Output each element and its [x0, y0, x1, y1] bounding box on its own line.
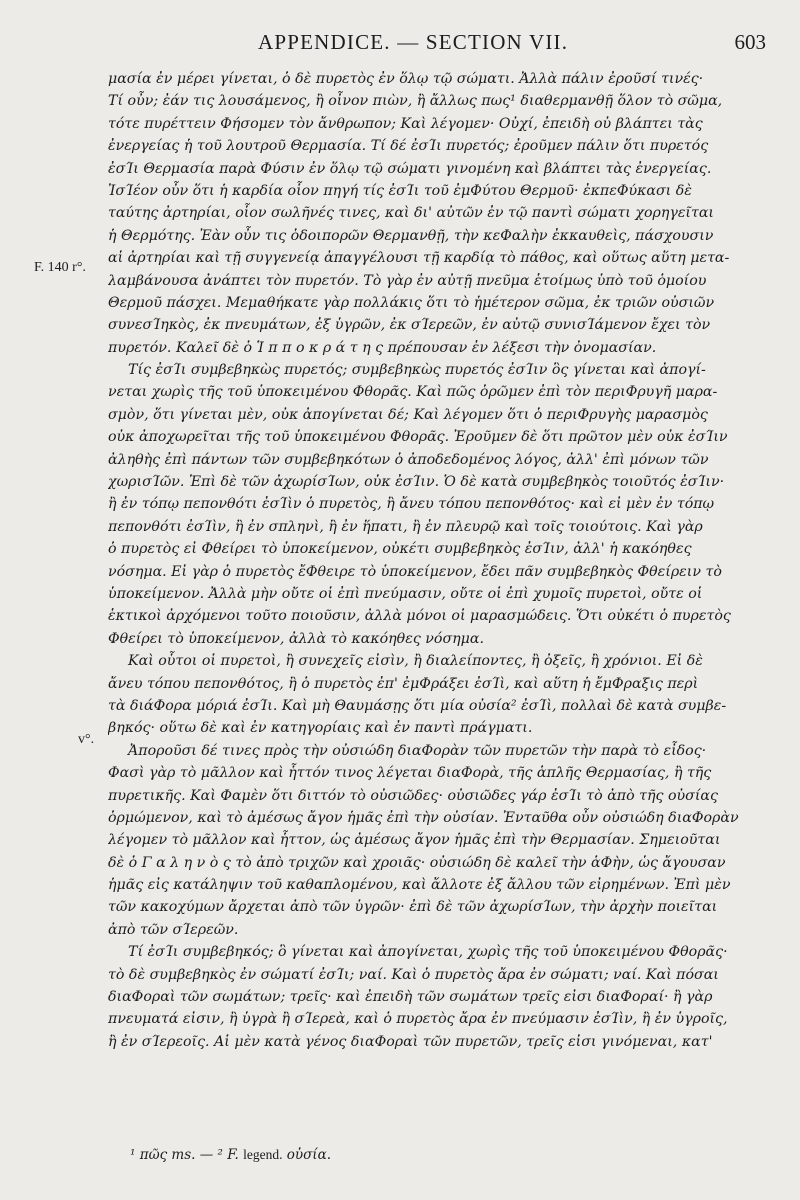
running-header — [108, 30, 770, 60]
footnote — [130, 1147, 331, 1163]
text-line: τότε πυρέττειν Φήσομεν τὸν ἄνθρωπον; Καὶ λέγομεν· Οὐχί, ἐπειδὴ οὐ βλάπτει τὰς — [108, 115, 703, 132]
text-line: αἱ ἀρτηρίαι καὶ τῇ συγγενείᾳ ἀπαγγέλουσι τῇ καρδίᾳ τὸ πάθος, καὶ οὕτως αὕτη μετα- — [108, 250, 730, 267]
text-line: Καὶ οὗτοι οἱ πυρετοὶ, ἢ συνεχεῖς εἰσὶν, ἢ διαλείποντες, ἢ ὀξεῖς, ἢ χρόνιοι. Εἰ δὲ — [128, 653, 703, 670]
footnote-part-1: ¹ πῶς ms. — ² F. — [130, 1147, 244, 1163]
text-line: τὰ διάΦορα μόριά ἐσΊι. Καὶ μὴ Θαυμάσῃς ὅτι μία οὐσία² ἐσΊὶ, πολλαὶ δὲ κατὰ συμβε- — [108, 697, 727, 714]
text-line: ἐνεργείας ἡ τοῦ λουτροῦ Θερμασία. Τί δέ ἐσΊι πυρετός; ἐροῦμεν πάλιν ὅτι πυρετός — [108, 138, 709, 155]
text-line: συνεσΊηκὸς, ἐκ πνευμάτων, ἐξ ὑγρῶν, ἐκ σΊερεῶν, ἐν αὐτῷ συνισΊάμενον ἔχει τὸν — [108, 317, 711, 334]
text-line: δὲ ὁ Γ α λ η ν ὸ ς τὸ ἀπὸ τριχῶν καὶ χροιᾶς· οὐσιώδη δὲ καλεῖ τὴν ἁΦὴν, ὡς ἄγουσαν — [108, 854, 726, 871]
text-line: ταύτης ἀρτηρίαι, οἷον σωλῆνές τινες, καὶ δι' αὐτῶν ἐν τῷ παντὶ σώματι χορηγεῖται — [108, 205, 714, 222]
text-line: ἑκτικοὶ ἀρχόμενοι τοῦτο ποιοῦσιν, ἀλλὰ μόνοι οἱ μαρασμώδεις. Ὅτι οὐκέτι ὁ πυρετὸς — [108, 608, 731, 625]
body-text — [108, 68, 766, 1053]
text-line: ὑποκείμενον. Ἀλλὰ μὴν οὔτε οἱ ἐπὶ πνεύμασιν, οὔτε οἱ ἐπὶ χυμοῖς πυρετοὶ, οὔτε οἱ — [108, 585, 703, 602]
text-line: τὸ δὲ συμβεβηκὸς ἐν σώματί ἐσΊι; ναί. Καὶ ὁ πυρετὸς ἄρα ἐν σώματι; ναί. Καὶ πόσαι — [108, 966, 719, 983]
footnote-part-3: οὐσία. — [282, 1147, 332, 1163]
text-line: ἢ ἐν τόπῳ πεπονθότι ἐσΊὶν ὁ πυρετὸς, ἢ ἄνευ τόπου πεπονθότος· καὶ εἰ μὲν ἐν τόπῳ — [108, 496, 715, 513]
text-line: πυρετικῆς. Καὶ Φαμὲν ὅτι διττόν τὸ οὐσιῶδες· οὐσιῶδες γάρ ἐσΊι τὸ ἀπὸ τῆς οὐσίας — [108, 787, 718, 804]
header-title: APPENDICE. — SECTION VII. — [258, 30, 569, 54]
text-line: σμὸν, ὅτι γίνεται μὲν, οὐκ ἀπογίνεται δέ; Καὶ λέγομεν ὅτι ὁ περιΦρυγὴς μαρασμὸς — [108, 406, 708, 423]
text-line: Τί ἐσΊι συμβεβηκός; ὃ γίνεται καὶ ἀπογίνεται, χωρὶς τῆς τοῦ ὑποκειμένου Φθορᾶς· — [128, 944, 728, 961]
text-line: ἀληθὴς ἐπὶ πάντων τῶν συμβεβηκότων ὁ ἀποδεδομένος λόγος, ἀλλ' ἐπὶ μόνων τῶν — [108, 451, 709, 468]
text-line: νόσημα. Εἰ γὰρ ὁ πυρετὸς ἔΦθειρε τὸ ὑποκείμενον, ἔδει πᾶν συμβεβηκὸς Φθείρειν τὸ — [108, 563, 722, 580]
text-line: οὐκ ἀποχωρεῖται τῆς τοῦ ὑποκειμένου Φθορᾶς. Ἐροῦμεν δὲ ὅτι πρῶτον μὲν οὐκ ἐσΊιν — [108, 429, 728, 446]
margin-note-verso: v°. — [78, 732, 95, 747]
text-line: Τίς ἐσΊι συμβεβηκὼς πυρετός; συμβεβηκὼς πυρετός ἐσΊιν ὃς γίνεται καὶ ἀπογί- — [128, 362, 706, 379]
text-line: Φθείρει τὸ ὑποκείμενον, ἀλλὰ τὸ κακόηθες νόσημα. — [108, 630, 484, 647]
text-line: ἡ Θερμότης. Ἐὰν οὖν τις ὁδοιπορῶν Θερμανθῇ, τὴν κεΦαλὴν ἐκκαυθεὶς, πάσχουσιν — [108, 227, 714, 244]
text-line: ἄνευ τόπου πεπονθότος, ἢ ὁ πυρετὸς ἐπ' ἐμΦράξει ἐσΊὶ, καὶ αὕτη ἡ ἔμΦραξις περὶ — [108, 675, 699, 692]
text-line: ὁ πυρετὸς εἰ Φθείρει τὸ ὑποκείμενον, οὐκέτι συμβεβηκὸς ἐσΊιν, ἀλλ' ἡ κακόηθες — [108, 541, 692, 558]
text-line: χωρισΊῶν. Ἐπὶ δὲ τῶν ἀχωρίσΊων, οὐκ ἐσΊιν. Ὁ δὲ κατὰ συμβεβηκὸς τοιοῦτός ἐσΊιν· — [108, 474, 725, 491]
text-line: ἢ ἐν σΊερεοῖς. Αἱ μὲν κατὰ γένος διαΦοραὶ τῶν πυρετῶν, τρεῖς εἰσι γινόμεναι, κατ' — [108, 1033, 713, 1050]
text-line: ἐσΊι Θερμασία παρὰ Φύσιν ἐν ὅλῳ τῷ σώματι γινομένη καὶ βλάπτει τὰς ἐνεργείας. — [108, 160, 712, 177]
text-line: βηκός· οὕτω δὲ καὶ ἐν κατηγορίαις καὶ ἐν παντὶ πράγματι. — [108, 720, 533, 737]
text-line: ἸσΊέον οὖν ὅτι ἡ καρδία οἷον πηγή τίς ἐσΊι τοῦ ἐμΦύτου Θερμοῦ· ἐκπεΦύκασι δὲ — [108, 182, 692, 199]
text-line: ἀπὸ τῶν σΊερεῶν. — [108, 921, 239, 938]
text-line: Φασὶ γὰρ τὸ μᾶλλον καὶ ἧττόν τινος λέγεται διαΦορὰ, τῆς ἁπλῆς Θερμασίας, ἢ τῆς — [108, 765, 712, 782]
text-line: λέγομεν τὸ μᾶλλον καὶ ἧττον, ὡς ἀμέσως ἄγον ἡμᾶς ἐπὶ τὴν Θερμασίαν. Σημειοῦται — [108, 832, 721, 849]
text-line: πεπονθότι ἐσΊὶν, ἢ ἐν σπληνὶ, ἢ ἐν ἥπατι, ἢ ἐν πλευρῷ καὶ τοῖς τοιούτοις. Καὶ γὰρ — [108, 518, 703, 535]
text-line: ἡμᾶς εἰς κατάληψιν τοῦ καθαπλομένου, καὶ ἄλλοτε ἐξ ἄλλου τῶν εἰρημένων. Ἐπὶ μὲν — [108, 877, 731, 894]
text-line: ὁρμώμενον, καὶ τὸ ἀμέσως ἄγον ἡμᾶς ἐπὶ τὴν οὐσίαν. Ἐνταῦθα οὖν οὐσιώδη διαΦορὰν — [108, 809, 739, 826]
text-line: διαΦοραὶ τῶν σωμάτων; τρεῖς· καὶ ἐπειδὴ τῶν σωμάτων τρεῖς εἰσι διαΦοραί· ἢ γὰρ — [108, 989, 713, 1006]
text-line: τῶν κακοχύμων ἄρχεται ἀπὸ τῶν ὑγρῶν· ἐπὶ δὲ τῶν ἀχωρίσΊων, τὴν ἀρχὴν ποιεῖται — [108, 899, 718, 916]
text-line: πυρετόν. Καλεῖ δὲ ὁ Ἱ π π ο κ ρ ά τ η ς πρέπουσαν ἐν λέξεσι τὴν ὀνομασίαν. — [108, 339, 657, 356]
text-line: πνευματά εἰσιν, ἢ ὑγρὰ ἢ σΊερεὰ, καὶ ὁ πυρετὸς ἄρα ἐν πνεύμασιν ἐσΊὶν, ἢ ἐν ὑγροῖς, — [108, 1011, 728, 1028]
text-line: Τί οὖν; ἐάν τις λουσάμενος, ἢ οἶνον πιὼν, ἢ ἄλλως πως¹ διαθερμανθῇ ὅλον τὸ σῶμα, — [108, 93, 723, 110]
text-line: λαμβάνουσα ἀνάπτει τὸν πυρετόν. Τὸ γὰρ ἐν αὐτῇ πνεῦμα ἑτοίμως ὑπὸ τοῦ ὁμοίου — [108, 272, 707, 289]
text-line: Ἀποροῦσι δέ τινες πρὸς τὴν οὐσιώδη διαΦορὰν τῶν πυρετῶν τὴν παρὰ τὸ εἶδος· — [128, 742, 707, 759]
page-number: 603 — [734, 30, 766, 54]
margin-note-folio-140r: F. 140 r°. — [34, 260, 86, 275]
footnote-part-2: legend. — [243, 1147, 283, 1162]
text-line: μασία ἐν μέρει γίνεται, ὁ δὲ πυρετὸς ἐν ὅλῳ τῷ σώματι. Ἀλλὰ πάλιν ἐροῦσί τινές· — [108, 71, 704, 87]
text-line: νεται χωρὶς τῆς τοῦ ὑποκειμένου Φθορᾶς. Καὶ πῶς ὁρῶμεν ἐπὶ τὸν περιΦρυγῆ μαρα- — [108, 384, 718, 401]
text-line: Θερμοῦ πάσχει. Μεμαθήκατε γὰρ πολλάκις ὅτι τὸ ἡμέτερον σῶμα, ἐκ τριῶν οὐσιῶν — [108, 294, 715, 311]
